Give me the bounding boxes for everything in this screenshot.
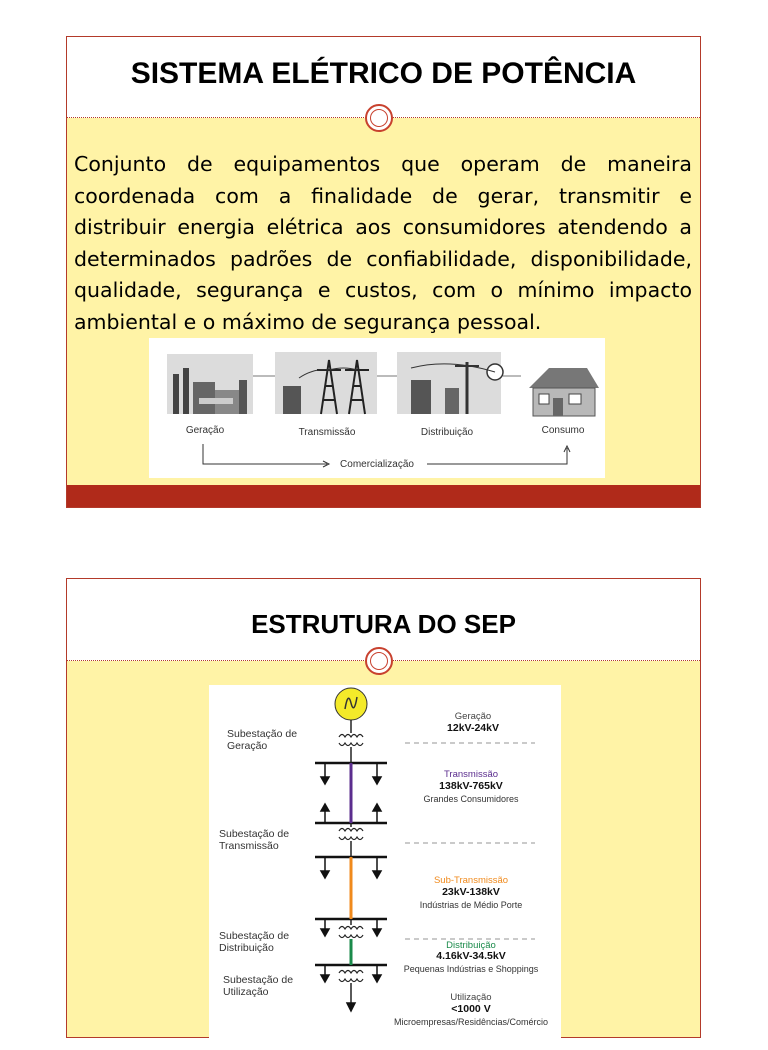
- stage-label-transmissao: Transmissão: [298, 427, 356, 438]
- slide-estrutura-sep: [66, 578, 701, 1038]
- substation-label-utilizacao: Subestação de Utilização: [223, 974, 294, 998]
- footer-bar: [67, 485, 700, 507]
- substation-label-geracao: Subestação de Geração: [227, 728, 298, 752]
- sep-structure-diagram: [209, 685, 561, 1045]
- level-name-utilizacao: Utilização: [450, 992, 492, 1003]
- house-icon: [529, 368, 599, 416]
- level-voltage-distribuicao: 4.16kV-34.5kV: [436, 950, 506, 962]
- level-voltage-utilizacao: <1000 V: [451, 1003, 491, 1015]
- level-desc-transmissao: Grandes Consumidores: [423, 794, 519, 804]
- level-desc-subtransmissao: Indústrias de Médio Porte: [419, 900, 523, 910]
- stage-label-consumo: Consumo: [541, 425, 585, 436]
- slide-sistema-eletrico: [66, 36, 701, 508]
- level-voltage-geracao: 12kV-24kV: [447, 722, 499, 734]
- definition-text: Conjunto de equipamentos que operam de maneira coordenada com a finalidade de gerar, transmitir e distribuir energia elétrica aos consumidores atendendo a determinados padrões de confiabilidade, disponibilidade, qualidade, segurança e custos, com o mínimo impacto ambiental e o máximo de segurança pessoal.: [74, 152, 692, 334]
- power-plant-icon: [167, 354, 253, 414]
- level-desc-utilizacao: Microempresas/Residências/Comércio: [393, 1017, 549, 1027]
- substation-label-distribuicao: Subestação de Distribuição: [219, 930, 290, 954]
- transmission-tower-icon: [275, 352, 377, 414]
- commercialization-label: Comercialização: [340, 459, 414, 470]
- distribution-transformer-icon: [397, 352, 503, 414]
- slide-title: SISTEMA ELÉTRICO DE POTÊNCIA: [130, 57, 637, 90]
- sep-chain-figure: [149, 338, 605, 478]
- level-name-geracao: Geração: [454, 711, 492, 722]
- level-voltage-transmissao: 138kV-765kV: [439, 780, 503, 792]
- slide-title: ESTRUTURA DO SEP: [251, 609, 516, 639]
- level-name-distribuicao: Distribuição: [446, 940, 496, 951]
- ring-ornament-icon: [365, 647, 393, 675]
- level-voltage-subtransmissao: 23kV-138kV: [442, 886, 500, 898]
- level-name-subtransmissao: Sub-Transmissão: [433, 875, 509, 886]
- ring-ornament-icon: [365, 104, 393, 132]
- level-name-transmissao: Transmissão: [443, 769, 499, 780]
- stage-label-distribuicao: Distribuição: [420, 427, 474, 438]
- level-desc-distribuicao: Pequenas Indústrias e Shoppings: [403, 964, 539, 974]
- generator-icon: [335, 688, 367, 720]
- stage-label-geracao: Geração: [185, 425, 225, 436]
- substation-label-transmissao: Subestação de Transmissão: [219, 828, 290, 852]
